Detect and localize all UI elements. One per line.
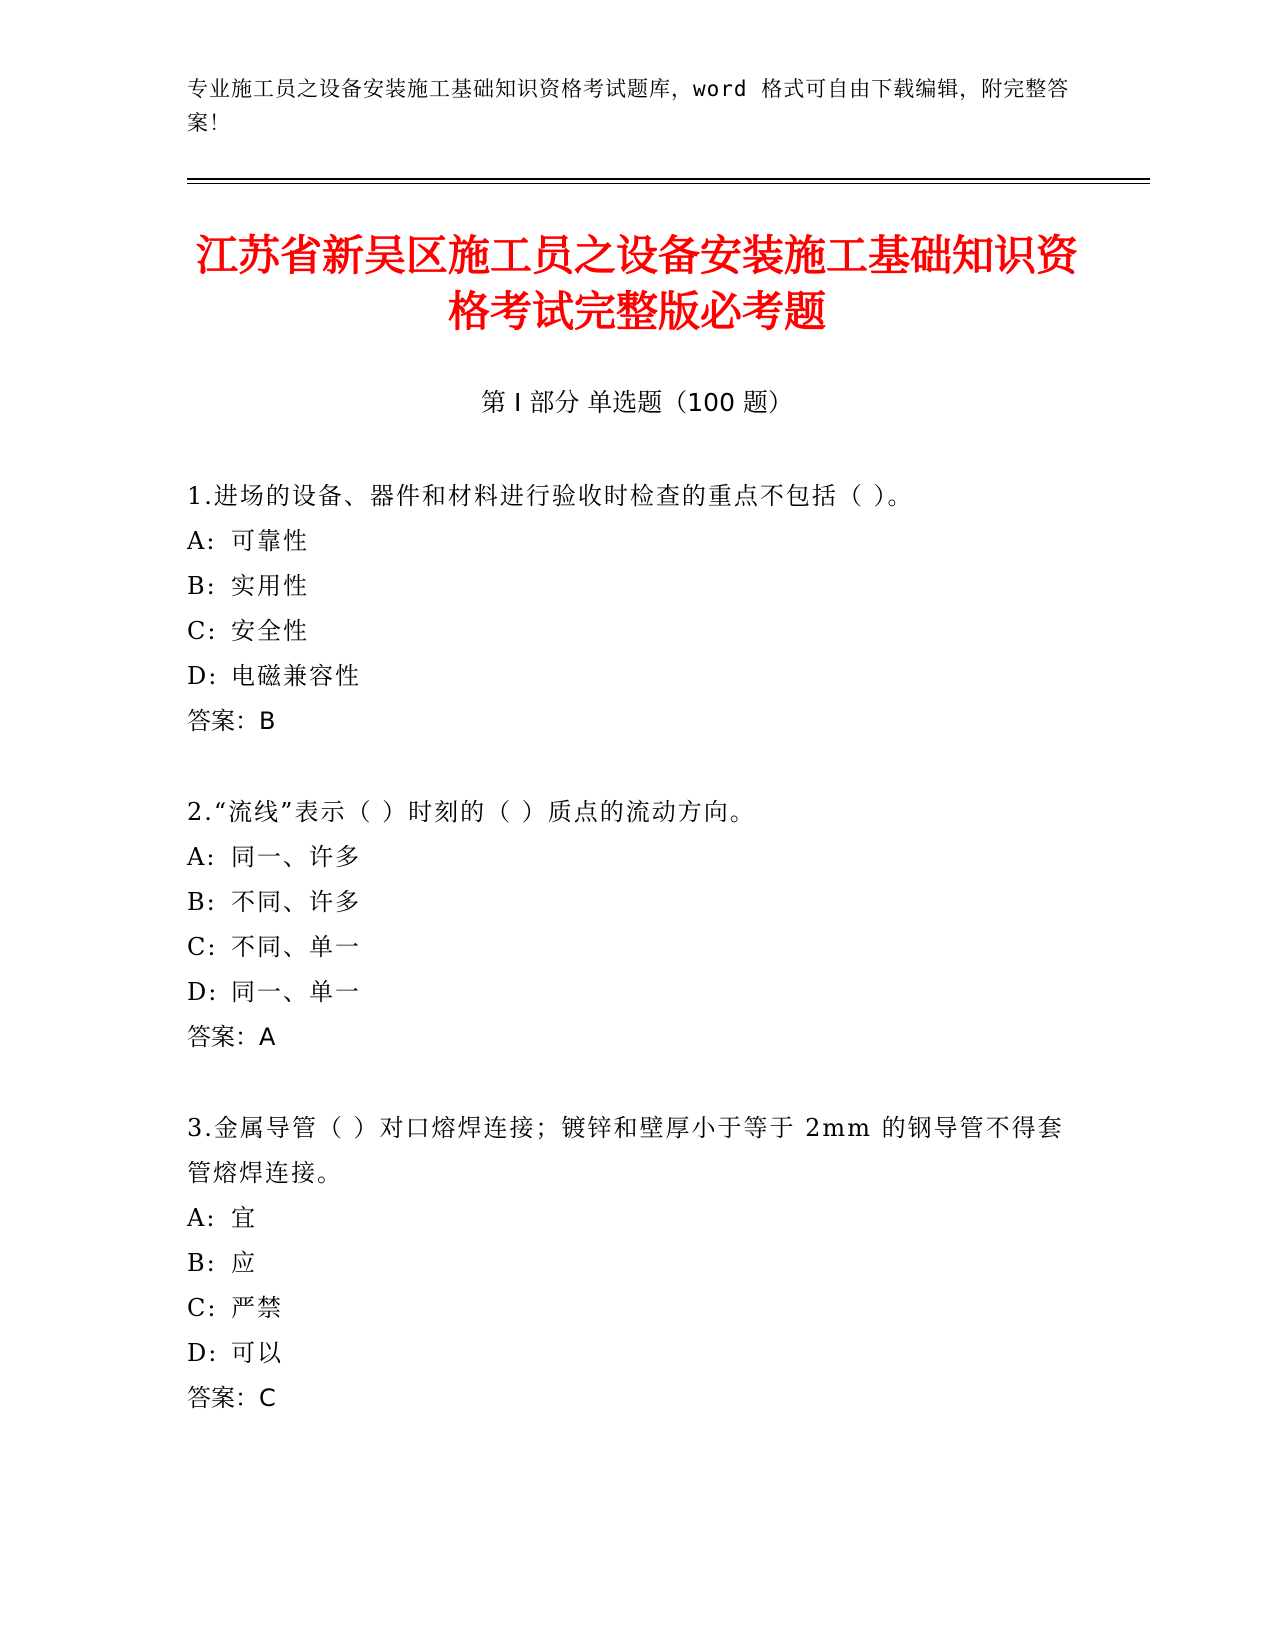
question-number: 1.	[187, 482, 214, 510]
option-letter: C:	[187, 1294, 218, 1322]
option-letter: C:	[187, 617, 218, 645]
question-1	[187, 474, 1087, 744]
option-letter: C:	[187, 933, 218, 961]
option-letter: A:	[187, 1204, 217, 1232]
answer-label: 答案：	[187, 707, 259, 735]
question-stem	[187, 790, 1087, 835]
option-letter: A:	[187, 843, 217, 871]
option-text: 宜	[231, 1204, 257, 1232]
option-a	[187, 835, 1087, 880]
answer-line	[187, 1015, 1087, 1060]
option-text: 可靠性	[231, 527, 309, 555]
answer-label: 答案：	[187, 1023, 259, 1051]
question-text: 金属导管（ ）对口熔焊连接；镀锌和壁厚小于等于 2mm 的钢导管不得套管熔焊连接。	[187, 1114, 1064, 1187]
question-2	[187, 790, 1087, 1060]
question-list	[187, 474, 1087, 1467]
option-letter: B:	[187, 1249, 217, 1277]
question-text: 进场的设备、器件和材料进行验收时检查的重点不包括（ ）。	[213, 482, 914, 510]
option-text: 实用性	[231, 572, 309, 600]
header-rule-thin	[187, 183, 1150, 184]
option-text: 可以	[231, 1339, 283, 1367]
answer-label: 答案：	[187, 1384, 259, 1412]
option-a	[187, 1196, 1087, 1241]
option-text: 同一、单一	[231, 978, 361, 1006]
option-b	[187, 564, 1087, 609]
option-text: 同一、许多	[231, 843, 361, 871]
option-text: 严禁	[231, 1294, 283, 1322]
option-letter: D:	[187, 662, 219, 690]
option-letter: D:	[187, 1339, 219, 1367]
answer-value: C	[259, 1384, 276, 1412]
question-number: 2.	[187, 798, 214, 826]
option-text: 不同、单一	[231, 933, 361, 961]
question-number: 3.	[187, 1114, 214, 1142]
question-text: “流线”表示（ ）时刻的（ ）质点的流动方向。	[213, 798, 756, 826]
option-letter: A:	[187, 527, 217, 555]
answer-value: B	[259, 707, 276, 735]
section-title: 第 I 部分 单选题（100 题）	[481, 388, 793, 417]
question-stem	[187, 474, 1087, 519]
question-stem	[187, 1106, 1087, 1196]
header-rule-thick	[187, 178, 1150, 180]
document-title: 江苏省新吴区施工员之设备安装施工基础知识资格考试完整版必考题	[195, 231, 1078, 336]
header-note: 专业施工员之设备安装施工基础知识资格考试题库，word 格式可自由下载编辑，附完整答案！	[187, 77, 1070, 135]
option-text: 应	[231, 1249, 257, 1277]
option-text: 不同、许多	[231, 888, 361, 916]
answer-value: A	[259, 1023, 276, 1051]
option-b	[187, 880, 1087, 925]
option-d	[187, 970, 1087, 1015]
option-c	[187, 609, 1087, 654]
option-b	[187, 1241, 1087, 1286]
option-letter: D:	[187, 978, 219, 1006]
option-d	[187, 654, 1087, 699]
option-text: 电磁兼容性	[231, 662, 361, 690]
option-c	[187, 925, 1087, 970]
option-c	[187, 1286, 1087, 1331]
question-3	[187, 1106, 1087, 1421]
answer-line	[187, 699, 1087, 744]
option-text: 安全性	[231, 617, 309, 645]
option-a	[187, 519, 1087, 564]
option-letter: B:	[187, 888, 217, 916]
answer-line	[187, 1376, 1087, 1421]
option-d	[187, 1331, 1087, 1376]
option-letter: B:	[187, 572, 217, 600]
